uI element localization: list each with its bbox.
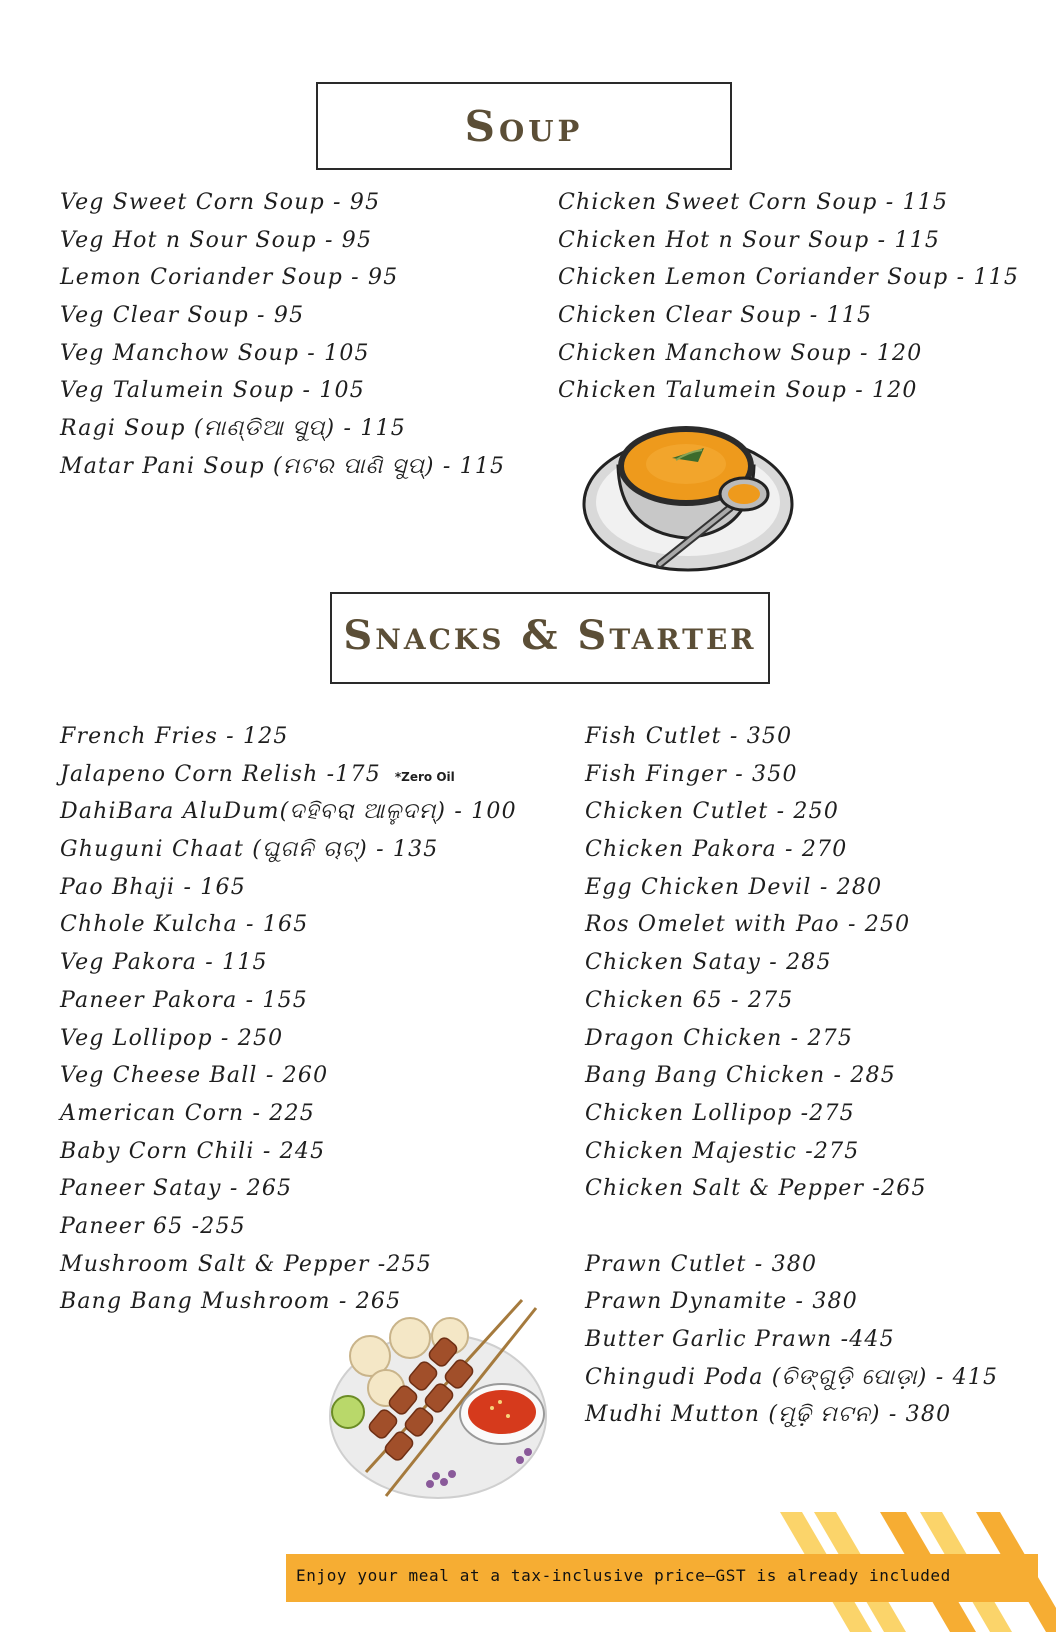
- list-item: Prawn Dynamite - 380: [585, 1289, 858, 1315]
- zero-oil-note: *Zero Oil: [394, 769, 455, 784]
- list-item: Butter Garlic Prawn -445: [585, 1327, 895, 1352]
- snacks-nonveg-list: [585, 718, 998, 1434]
- list-item: Chicken Sweet Corn Soup - 115: [558, 190, 949, 215]
- list-item-label: Jalapeno Corn Relish -175: [60, 761, 381, 787]
- soup-veg-list: [60, 184, 505, 486]
- list-item: American Corn - 225: [60, 1100, 315, 1126]
- list-item: Bang Bang Chicken - 285: [585, 1063, 896, 1089]
- list-item: Prawn Cutlet - 380: [585, 1251, 818, 1277]
- list-item: [60, 756, 517, 794]
- list-item: Chicken Manchow Soup - 120: [558, 340, 923, 366]
- list-item: Chicken Salt & Pepper -265: [585, 1176, 927, 1202]
- list-item: Veg Clear Soup - 95: [60, 303, 305, 329]
- list-item: Veg Talumein Soup - 105: [60, 378, 365, 404]
- list-item: Veg Pakora - 115: [60, 950, 268, 976]
- footer-text: Enjoy your meal at a tax-inclusive price—GST is already included: [296, 1566, 951, 1585]
- list-item: Chicken Clear Soup - 115: [558, 303, 873, 329]
- list-item: Paneer Satay - 265: [60, 1176, 293, 1202]
- list-item: Chicken Talumein Soup - 120: [558, 378, 918, 404]
- soup-chicken-list: [558, 184, 1019, 410]
- list-item: Matar Pani Soup (ମଟର ପାଣି ସୁପ୍) - 115: [60, 453, 506, 479]
- list-item: DahiBara AluDum(ଦହିବରା ଆଳୁଦମ୍) - 100: [60, 799, 517, 825]
- list-item: Ragi Soup (ମାଣ୍ଡିଆ ସୁପ୍) - 115: [60, 416, 406, 442]
- list-item: Chicken Pakora - 270: [585, 837, 848, 863]
- list-item: Chicken Satay - 285: [585, 950, 832, 976]
- list-item: French Fries - 125: [60, 724, 289, 749]
- list-item: Chhole Kulcha - 165: [60, 912, 309, 938]
- list-item: Ros Omelet with Pao - 250: [585, 912, 911, 938]
- list-item: Fish Cutlet - 350: [585, 724, 793, 749]
- list-item: Veg Manchow Soup - 105: [60, 340, 370, 366]
- list-item: Dragon Chicken - 275: [585, 1025, 854, 1051]
- list-item: Fish Finger - 350: [585, 761, 798, 787]
- list-item: Paneer 65 -255: [60, 1213, 246, 1239]
- list-item: Chicken Cutlet - 250: [585, 799, 840, 825]
- list-item: Paneer Pakora - 155: [60, 987, 308, 1013]
- list-item: Veg Sweet Corn Soup - 95: [60, 190, 381, 215]
- list-item: Veg Hot n Sour Soup - 95: [60, 227, 373, 253]
- list-spacer: [585, 1208, 998, 1246]
- soup-bowl-icon: [580, 404, 800, 592]
- list-item: Mudhi Mutton (ମୁଢ଼ି ମଟନ) - 380: [585, 1402, 952, 1428]
- list-item: Egg Chicken Devil - 280: [585, 874, 883, 900]
- snacks-veg-list: [60, 718, 517, 1321]
- list-item: Chicken Lemon Coriander Soup - 115: [558, 265, 1020, 291]
- list-item: Pao Bhaji - 165: [60, 874, 246, 900]
- list-item: Chingudi Poda (ଚିଙ୍ଗୁଡ଼ି ପୋଡ଼ା) - 415: [585, 1364, 999, 1390]
- list-item: Ghuguni Chaat (ଘୁଗନି ଚାଟ୍) - 135: [60, 837, 439, 863]
- soup-title: Soup: [464, 102, 584, 151]
- list-item: Chicken 65 - 275: [585, 987, 794, 1013]
- list-item: Veg Lollipop - 250: [60, 1025, 284, 1051]
- list-item: Lemon Coriander Soup - 95: [60, 265, 399, 291]
- list-item: Chicken Lollipop -275: [585, 1100, 855, 1126]
- soup-header-box: [316, 82, 732, 170]
- list-item: Bang Bang Mushroom - 265: [60, 1289, 402, 1315]
- list-item: Veg Cheese Ball - 260: [60, 1063, 329, 1089]
- list-item: Chicken Majestic -275: [585, 1138, 860, 1164]
- snacks-header-box: [330, 592, 770, 684]
- skewer-platter-icon: [326, 1296, 566, 1508]
- list-item: Chicken Hot n Sour Soup - 115: [558, 227, 941, 253]
- list-item: Mushroom Salt & Pepper -255: [60, 1251, 433, 1277]
- list-item: Baby Corn Chili - 245: [60, 1138, 326, 1164]
- snacks-title: Snacks & Starter: [343, 612, 757, 659]
